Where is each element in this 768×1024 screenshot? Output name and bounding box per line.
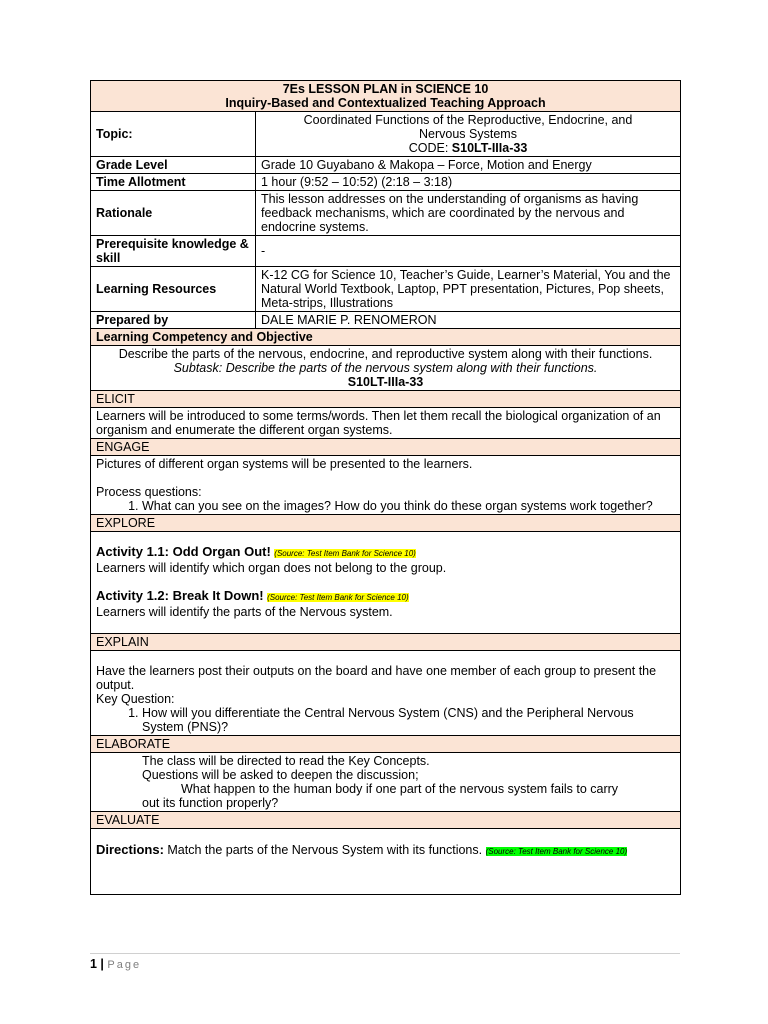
activity-1-1-title: Activity 1.1: Odd Organ Out! bbox=[96, 544, 271, 559]
resources-label: Learning Resources bbox=[91, 267, 256, 312]
evaluate-source: (Source: Test Item Bank for Science 10) bbox=[485, 847, 628, 856]
topic-code-label: CODE: bbox=[408, 141, 452, 155]
engage-questions bbox=[96, 499, 675, 513]
rationale-row bbox=[91, 191, 681, 236]
competency-header: Learning Competency and Objective bbox=[91, 329, 681, 346]
footer-separator: | bbox=[96, 957, 108, 971]
evaluate-directions-label: Directions: bbox=[96, 842, 164, 857]
grade-row bbox=[91, 157, 681, 174]
time-row bbox=[91, 174, 681, 191]
explore-header: EXPLORE bbox=[91, 515, 681, 532]
resources-value: K-12 CG for Science 10, Teacher’s Guide, Learner’s Material, You and the Natural World Textbook, Laptop, PPT presentation, Pictures, Pop sheets, Meta-strips, Illustrations bbox=[256, 267, 681, 312]
elaborate-header: ELABORATE bbox=[91, 736, 681, 753]
time-label: Time Allotment bbox=[91, 174, 256, 191]
lesson-plan-title bbox=[91, 81, 681, 112]
evaluate-directions-text: Match the parts of the Nervous System with its functions. bbox=[163, 843, 486, 857]
explain-text: Have the learners post their outputs on the board and have one member of each group to present the output. bbox=[96, 664, 657, 692]
engage-text: Pictures of different organ systems will be presented to the learners. bbox=[96, 457, 473, 471]
competency-code: S10LT-IIIa-33 bbox=[347, 375, 424, 389]
topic-value: Coordinated Functions of the Reproductive, Endocrine, and Nervous Systems bbox=[303, 113, 633, 141]
elaborate-line-1: The class will be directed to read the Key Concepts. bbox=[142, 754, 430, 768]
explain-questions bbox=[96, 706, 675, 734]
resources-row bbox=[91, 267, 681, 312]
explain-row bbox=[91, 651, 681, 736]
title-line-2: Inquiry-Based and Contextualized Teaching Approach bbox=[225, 96, 546, 110]
activity-1-2-text: Learners will identify the parts of the Nervous system. bbox=[96, 605, 393, 619]
grade-label: Grade Level bbox=[91, 157, 256, 174]
elicit-header-row bbox=[91, 391, 681, 408]
explore-row bbox=[91, 532, 681, 634]
evaluate-header-row bbox=[91, 812, 681, 829]
prepared-row bbox=[91, 312, 681, 329]
engage-question-1: 1. What can you see on the images? How do you think do these organ systems work together? bbox=[142, 499, 675, 513]
explain-key-label: Key Question: bbox=[96, 692, 175, 706]
rationale-value: This lesson addresses on the understanding of organisms as having feedback mechanisms, which are coordinated by the nervous and endocrine systems. bbox=[256, 191, 681, 236]
explore-cell bbox=[91, 532, 681, 634]
elicit-header: ELICIT bbox=[91, 391, 681, 408]
page-number: 1 bbox=[90, 957, 97, 971]
evaluate-row bbox=[91, 829, 681, 895]
explain-header: EXPLAIN bbox=[91, 634, 681, 651]
rationale-label: Rationale bbox=[91, 191, 256, 236]
engage-header: ENGAGE bbox=[91, 439, 681, 456]
competency-subtask: Subtask: Describe the parts of the nervous system along with their functions. bbox=[173, 361, 598, 375]
prereq-row bbox=[91, 236, 681, 267]
title-line-1: 7Es LESSON PLAN in SCIENCE 10 bbox=[282, 82, 489, 96]
grade-value: Grade 10 Guyabano & Makopa – Force, Motion and Energy bbox=[256, 157, 681, 174]
topic-code: S10LT-IIIa-33 bbox=[451, 141, 528, 155]
topic-row bbox=[91, 112, 681, 157]
title-row bbox=[91, 81, 681, 112]
page-word: Page bbox=[107, 959, 142, 971]
engage-row bbox=[91, 456, 681, 515]
evaluate-header: EVALUATE bbox=[91, 812, 681, 829]
page-footer bbox=[90, 957, 141, 971]
competency-text: Describe the parts of the nervous, endocrine, and reproductive system along with their functions. bbox=[118, 347, 653, 361]
engage-process-label: Process questions: bbox=[96, 485, 202, 499]
lesson-plan-table bbox=[90, 80, 681, 895]
elaborate-line-2: Questions will be asked to deepen the discussion; bbox=[142, 768, 419, 782]
activity-1-1-source: (Source: Test Item Bank for Science 10) bbox=[274, 549, 416, 558]
topic-code-line bbox=[261, 141, 675, 155]
elaborate-line-3: What happen to the human body if one part of the nervous system fails to carry bbox=[181, 782, 619, 796]
activity-1-2-source: (Source: Test Item Bank for Science 10) bbox=[267, 593, 409, 602]
engage-cell bbox=[91, 456, 681, 515]
prereq-label: Prerequisite knowledge & skill bbox=[91, 236, 256, 267]
explore-header-row bbox=[91, 515, 681, 532]
topic-value-cell bbox=[256, 112, 681, 157]
elicit-text: Learners will be introduced to some terms/words. Then let them recall the biological organization of an organism and enumerate the different organ systems. bbox=[91, 408, 681, 439]
prepared-label: Prepared by bbox=[91, 312, 256, 329]
explain-cell bbox=[91, 651, 681, 736]
footer-divider bbox=[90, 953, 680, 954]
explain-header-row bbox=[91, 634, 681, 651]
elaborate-header-row bbox=[91, 736, 681, 753]
engage-header-row bbox=[91, 439, 681, 456]
activity-1-1-text: Learners will identify which organ does not belong to the group. bbox=[96, 561, 447, 575]
elicit-row bbox=[91, 408, 681, 439]
activity-1-2 bbox=[96, 589, 675, 605]
elaborate-line-4: out its function properly? bbox=[142, 796, 279, 810]
elaborate-cell bbox=[91, 753, 681, 812]
activity-1-2-title: Activity 1.2: Break It Down! bbox=[96, 588, 264, 603]
competency-header-row bbox=[91, 329, 681, 346]
elaborate-row bbox=[91, 753, 681, 812]
explain-question-1: 1. How will you differentiate the Central Nervous System (CNS) and the Peripheral Nervous System (PNS)? bbox=[142, 706, 675, 734]
competency-row bbox=[91, 346, 681, 391]
prereq-value: - bbox=[256, 236, 681, 267]
activity-1-1 bbox=[96, 545, 675, 561]
evaluate-cell bbox=[91, 829, 681, 895]
topic-label: Topic: bbox=[91, 112, 256, 157]
time-value: 1 hour (9:52 – 10:52) (2:18 – 3:18) bbox=[256, 174, 681, 191]
prepared-value: DALE MARIE P. RENOMERON bbox=[256, 312, 681, 329]
competency-cell bbox=[91, 346, 681, 391]
